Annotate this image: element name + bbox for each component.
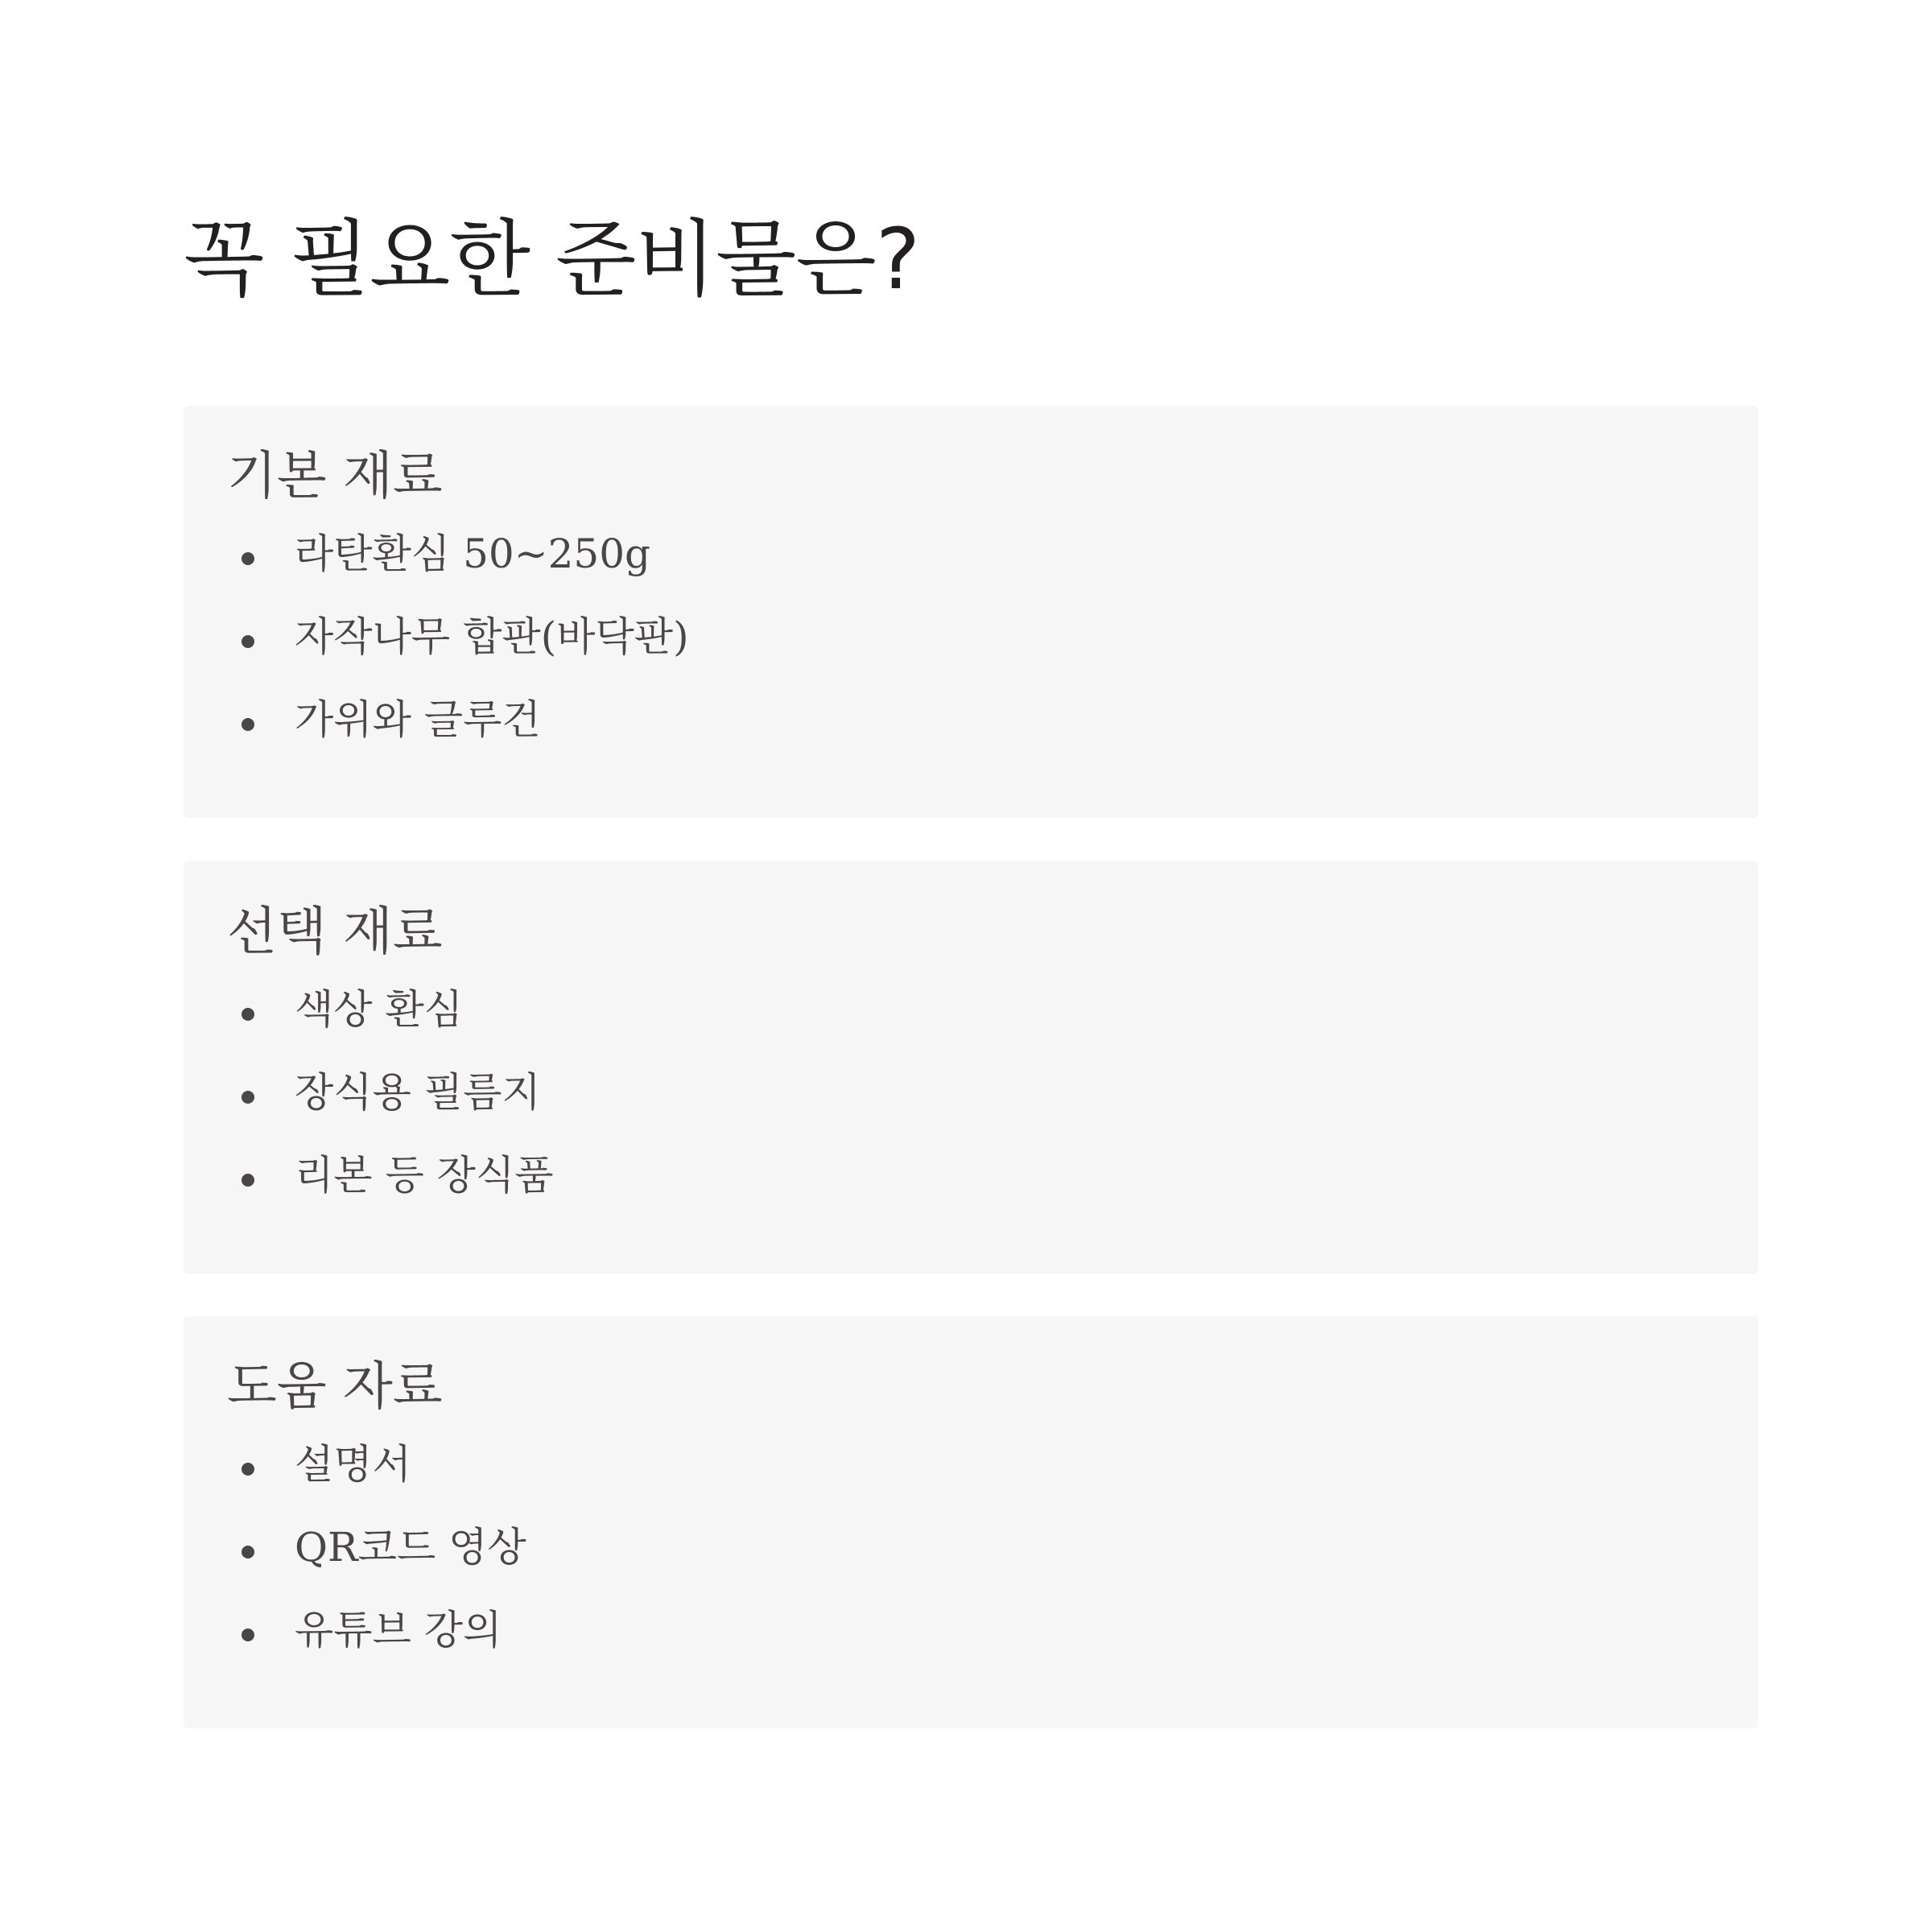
section-heading: 도움 자료: [227, 1357, 443, 1417]
section-basic-materials: [184, 406, 1758, 818]
list-item-text: 장식용 필름지: [295, 1069, 541, 1116]
list-item-text: 라탄환심 50~250g: [295, 530, 651, 577]
bullet-icon: [242, 635, 254, 648]
bullet-icon: [242, 718, 254, 731]
page-title: 꼭 필요한 준비물은?: [184, 210, 920, 308]
bullet-icon: [242, 1629, 254, 1641]
section-heading: 기본 재료: [227, 447, 443, 506]
bullet-icon: [242, 1546, 254, 1558]
list-item-text: 색상 환심: [295, 986, 464, 1033]
section-help-resources: [184, 1316, 1758, 1728]
list-item-text: 설명서: [295, 1441, 411, 1488]
bullet-icon: [242, 1463, 254, 1476]
bullet-icon: [242, 1008, 254, 1021]
list-item-text: 유튜브 강의: [295, 1607, 502, 1653]
list-item-text: 자작나무 합판(바닥판): [295, 613, 689, 660]
bullet-icon: [242, 552, 254, 565]
bullet-icon: [242, 1091, 254, 1104]
section-optional-materials: [184, 861, 1758, 1274]
list-item-text: 가위와 글루건: [295, 696, 541, 743]
bullet-icon: [242, 1174, 254, 1187]
section-heading: 선택 재료: [227, 902, 443, 962]
list-item-text: QR코드 영상: [295, 1524, 526, 1571]
list-item-text: 리본 등 장식품: [295, 1152, 554, 1199]
